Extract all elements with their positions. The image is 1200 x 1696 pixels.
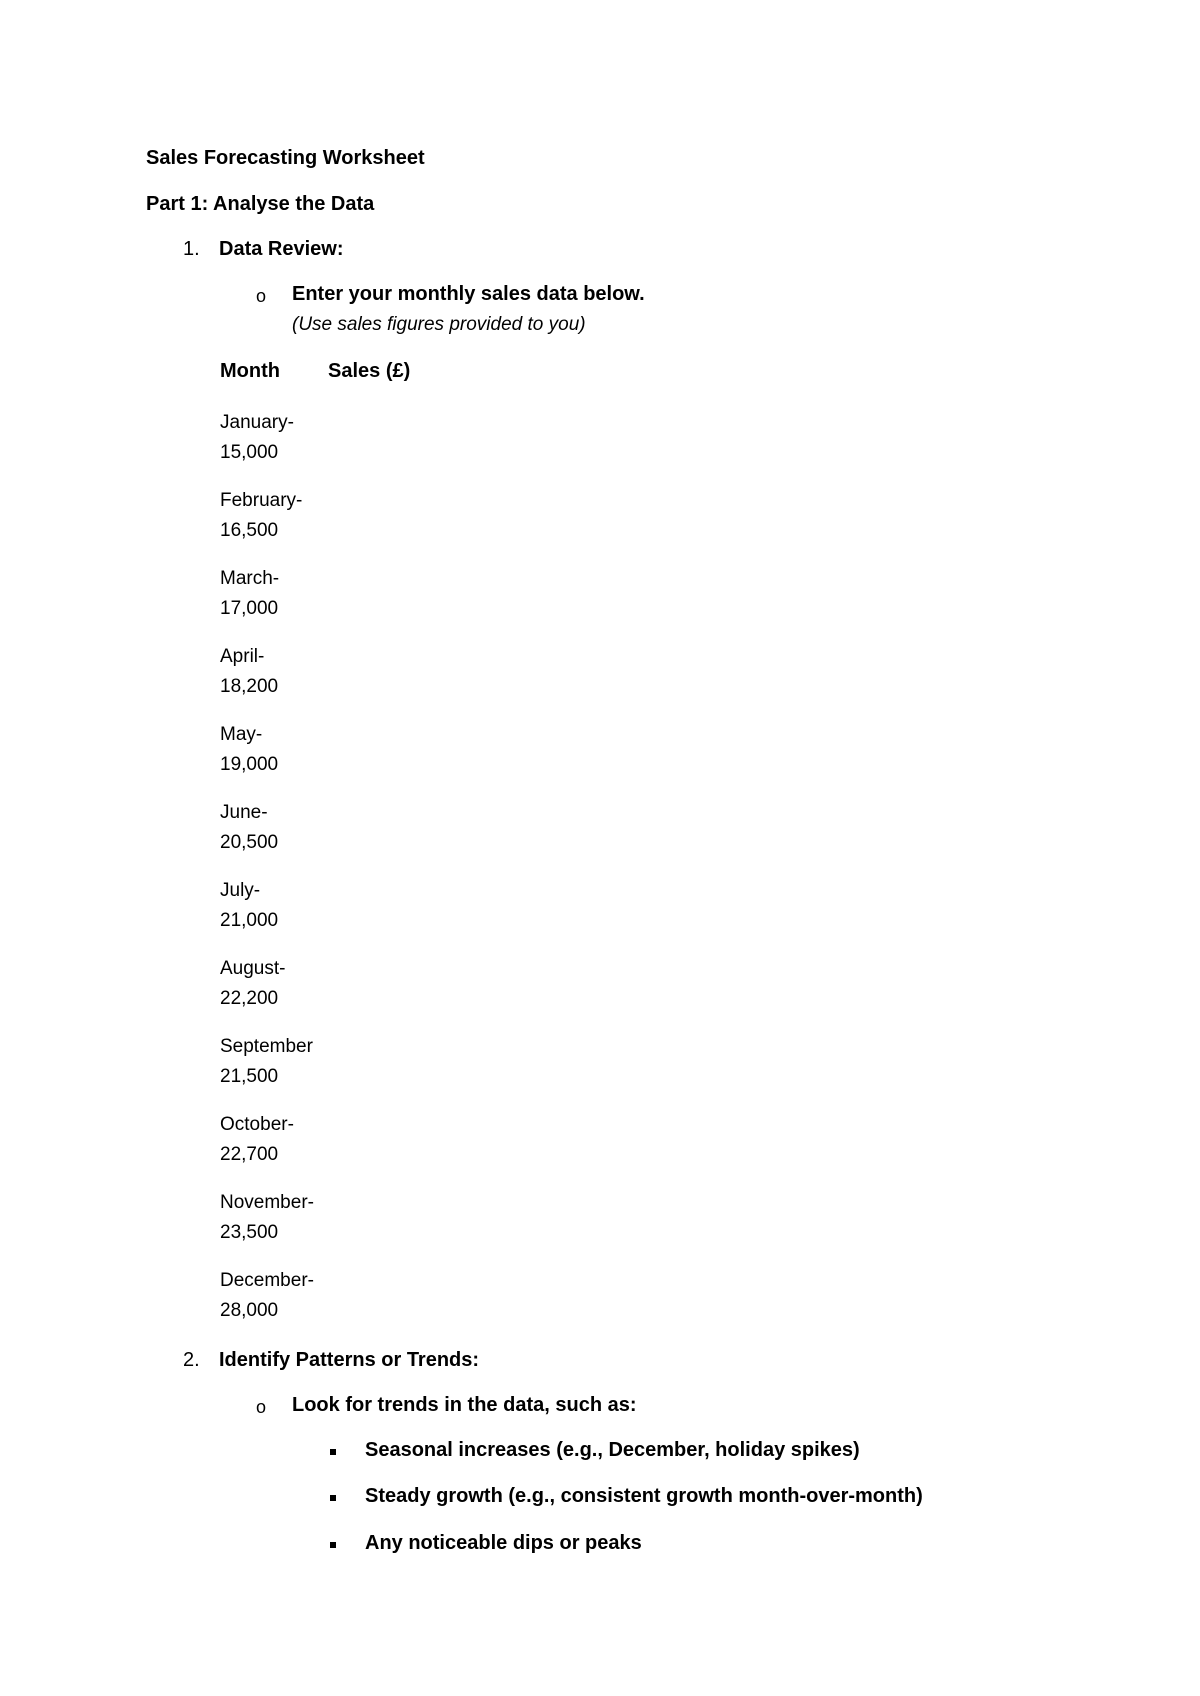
sales-entry bbox=[220, 876, 278, 936]
sales-value: 15,000 bbox=[220, 442, 279, 463]
sales-value: 22,700 bbox=[220, 1144, 279, 1165]
sales-month: January- bbox=[220, 412, 294, 433]
page-title: Sales Forecasting Worksheet bbox=[146, 147, 425, 169]
square-bullet-icon bbox=[330, 1449, 336, 1455]
sales-entry bbox=[220, 1266, 314, 1326]
instruction-enter-data: Enter your monthly sales data below. bbox=[292, 283, 645, 305]
sales-entry bbox=[220, 798, 278, 858]
column-header-month: Month bbox=[220, 360, 280, 382]
sales-entry bbox=[220, 408, 294, 468]
sales-value: 23,500 bbox=[220, 1222, 279, 1243]
sales-value: 22,200 bbox=[220, 988, 279, 1009]
section-heading-part1: Part 1: Analyse the Data bbox=[146, 193, 375, 215]
sales-entry bbox=[220, 1188, 314, 1248]
trend-point: Any noticeable dips or peaks bbox=[365, 1532, 642, 1554]
sales-entry bbox=[220, 720, 278, 780]
sales-value: 21,000 bbox=[220, 910, 279, 931]
sales-value: 17,000 bbox=[220, 598, 279, 619]
trend-point: Seasonal increases (e.g., December, holiday spikes) bbox=[365, 1439, 860, 1461]
sales-value: 20,500 bbox=[220, 832, 279, 853]
sales-value: 19,000 bbox=[220, 754, 279, 775]
sales-month: May- bbox=[220, 724, 263, 745]
sales-month: March- bbox=[220, 568, 280, 589]
item-heading-data-review: Data Review: bbox=[219, 238, 344, 260]
sales-value: 18,200 bbox=[220, 676, 279, 697]
sales-value: 21,500 bbox=[220, 1066, 279, 1087]
sales-entry bbox=[220, 564, 279, 624]
sales-month: February- bbox=[220, 490, 303, 511]
hollow-bullet-icon: o bbox=[256, 286, 267, 306]
sales-value: 28,000 bbox=[220, 1300, 279, 1321]
sales-entry bbox=[220, 1032, 313, 1092]
list-number-2: 2. bbox=[183, 1349, 200, 1371]
sales-month: April- bbox=[220, 646, 265, 667]
column-header-sales: Sales (£) bbox=[328, 360, 411, 382]
square-bullet-icon bbox=[330, 1542, 336, 1548]
instruction-look-for-trends: Look for trends in the data, such as: bbox=[292, 1394, 637, 1416]
sales-month: June- bbox=[220, 802, 268, 823]
sales-month: October- bbox=[220, 1114, 294, 1135]
sales-entry bbox=[220, 486, 302, 546]
sales-entry bbox=[220, 954, 285, 1014]
sales-month: November- bbox=[220, 1192, 314, 1213]
item-heading-patterns: Identify Patterns or Trends: bbox=[219, 1349, 480, 1371]
sales-month: July- bbox=[220, 880, 261, 901]
sales-month: September bbox=[220, 1036, 313, 1057]
list-number-1: 1. bbox=[183, 238, 200, 260]
instruction-note: (Use sales figures provided to you) bbox=[292, 314, 586, 335]
sales-value: 16,500 bbox=[220, 520, 279, 541]
sales-month: December- bbox=[220, 1270, 314, 1291]
square-bullet-icon bbox=[330, 1495, 336, 1501]
trend-point: Steady growth (e.g., consistent growth month-over-month) bbox=[365, 1485, 923, 1507]
sales-entry bbox=[220, 1110, 294, 1170]
sales-month: August- bbox=[220, 958, 286, 979]
sales-entry bbox=[220, 642, 278, 702]
hollow-bullet-icon: o bbox=[256, 1397, 267, 1417]
